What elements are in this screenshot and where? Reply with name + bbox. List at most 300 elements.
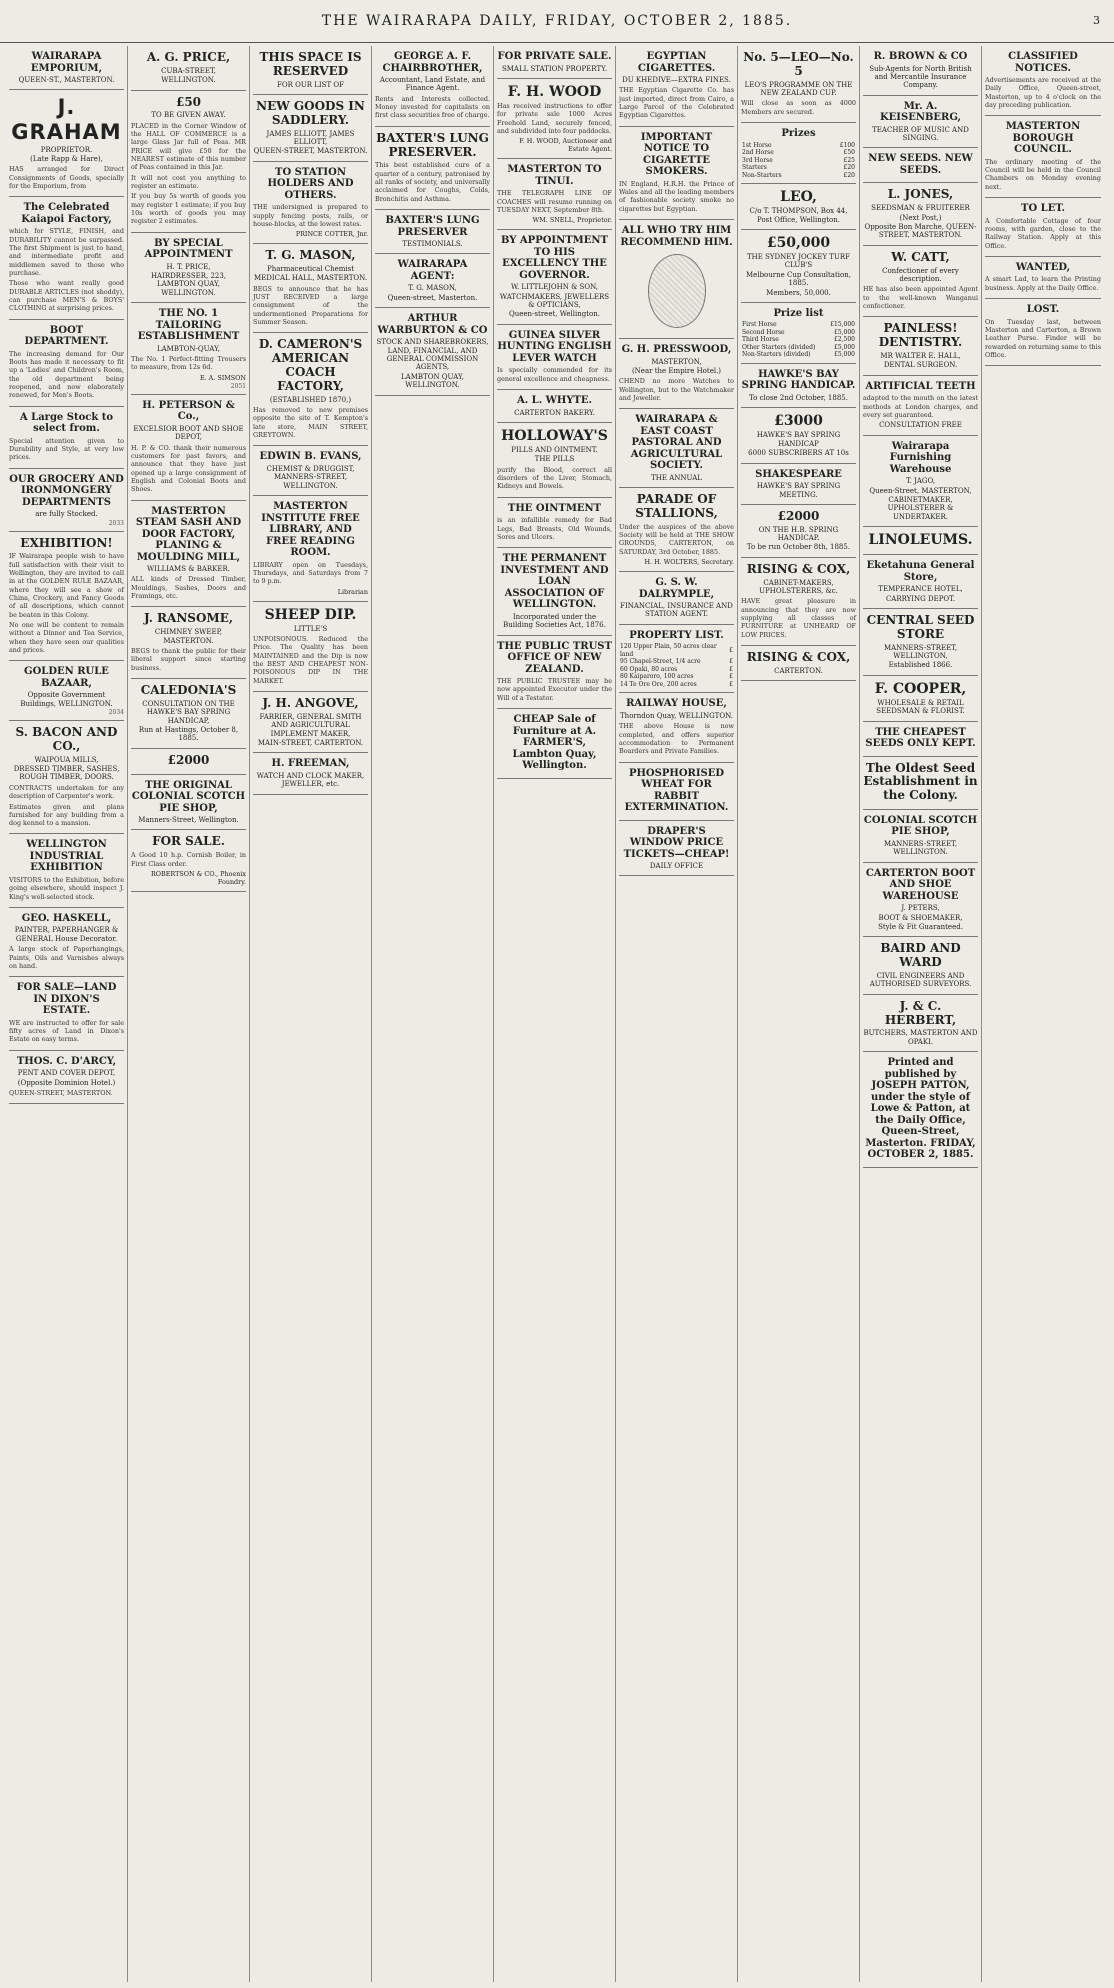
advertisement	[375, 254, 490, 308]
ad-headline: D. CAMERON'S AMERICAN COACH FACTORY,	[258, 337, 363, 393]
advertisement	[741, 364, 856, 408]
ad-body-text: A smart Lad, to learn the Printing business. Apply at the Daily Office.	[985, 275, 1101, 292]
column-1	[6, 46, 128, 1982]
ad-headline: SHEEP DIP.	[264, 606, 357, 623]
advertisement	[131, 679, 246, 749]
ad-signature: Librarian	[337, 587, 368, 596]
ad-headline: RAILWAY HOUSE,	[626, 698, 727, 710]
advertisement	[619, 693, 734, 762]
masthead-title: THE WAIRARAPA DAILY, FRIDAY, OCTOBER 2, 1885.	[321, 13, 793, 29]
ad-subheading: Run at Hastings, October 8, 1885.	[138, 725, 239, 743]
table-row	[741, 329, 856, 337]
column-8	[860, 46, 982, 1982]
ad-body-text: HE has also been appointed Agent to the well-known Wanganui confectioner.	[863, 285, 978, 311]
ad-headline: H. FREEMAN,	[271, 758, 350, 770]
ad-subheading: DAILY OFFICE	[649, 862, 704, 871]
advertisement	[131, 607, 246, 679]
ad-subheading: (ESTABLISHED 1870,)	[269, 395, 352, 404]
column-3	[250, 46, 372, 1982]
advertisement	[9, 320, 124, 407]
ad-subheading: STOCK AND SHAREBROKERS, LAND, FINANCIAL, AND GENERAL COMMISSION AGENTS,	[376, 338, 489, 372]
table-row	[741, 172, 856, 180]
ad-body-text: Estimates given and plans furnished for any building from a dog kennel to a mansion.	[9, 802, 124, 828]
ad-headline: £2000	[167, 752, 210, 767]
advertisement	[375, 46, 490, 127]
table-row	[741, 321, 856, 329]
ad-headline: OUR GROCERY AND IRONMONGERY DEPARTMENTS	[9, 473, 124, 508]
ad-subheading: WATCH AND CLOCK MAKER, JEWELLER, etc.	[256, 771, 365, 789]
advertisement	[619, 409, 734, 488]
ad-body-text: BEGS to announce that he has JUST RECEIVED a large consignment of the undermentioned Preparations for Summer Season.	[253, 284, 368, 327]
ad-body-text: A large stock of Paperhangings, Paints, Oils and Varnishes always on hand.	[9, 945, 124, 970]
ad-headline: J. GRAHAM	[11, 95, 122, 144]
ad-headline: J. H. ANGOVE,	[262, 695, 359, 710]
ad-headline: MASTERTON STEAM SASH AND DOOR FACTORY, PLANING & MOULDING MILL,	[135, 505, 242, 563]
price-table	[741, 142, 856, 180]
ad-headline: The Oldest Seed Establishment in the Colony.	[863, 760, 978, 803]
ad-headline: NEW SEEDS. NEW SEEDS.	[868, 153, 973, 176]
column-5	[494, 46, 616, 1982]
ad-headline: FOR SALE—LAND IN DIXON'S ESTATE.	[16, 982, 117, 1017]
advertisement	[131, 501, 246, 608]
table-cell: £20	[843, 164, 855, 172]
advertisement	[253, 244, 368, 333]
ad-subheading: TESTIMONIALS.	[402, 240, 463, 248]
ad-subheading: CIVIL ENGINEERS AND AUTHORISED SURVEYORS.	[869, 972, 972, 989]
ad-headline: RISING & COX,	[746, 650, 851, 665]
advertisement	[253, 333, 368, 446]
ad-headline: BAXTER'S LUNG PRESERVER	[385, 215, 480, 238]
ad-reference-number: 2033	[108, 519, 124, 527]
ad-headline: The Celebrated Kaiapoi Factory,	[21, 202, 112, 225]
ad-headline: S. BACON AND CO.,	[15, 725, 118, 753]
ad-subheading: (Next Post,)	[899, 213, 942, 222]
advertisement	[741, 303, 856, 364]
advertisement	[619, 46, 734, 127]
ad-subheading: QUEEN-STREET, MASTERTON.	[253, 147, 368, 156]
advertisement	[863, 436, 978, 527]
ad-headline: W. CATT,	[891, 249, 950, 264]
ad-body-text: is an infallible remedy for Bad Legs, Bad Breasts, Old Wounds, Sores and Ulcers.	[497, 516, 612, 541]
ad-body-text: The ordinary meeting of the Council will be held in the Council Chambers on Monday evening next.	[985, 157, 1101, 191]
ad-subheading: THE SYDNEY JOCKEY TURF CLUB'S	[746, 253, 850, 270]
ad-body-text: Those who want really good DURABLE ARTICLES (not shoddy), can purchase MEN'S & BOYS' CLOTHING at surprising prices.	[9, 279, 124, 313]
ad-subheading: QUEEN-ST., MASTERTON.	[18, 76, 115, 84]
ad-headline: T. G. MASON,	[265, 248, 356, 263]
advertisement	[9, 90, 124, 197]
ad-subheading: TEMPERANCE HOTEL,	[878, 585, 963, 594]
advertisement	[497, 390, 612, 423]
ad-body-text: THE Egyptian Cigarette Co. has just imported, direct from Cairo, a Large Parcel of the Celebrated Egyptian Cigarettes.	[619, 86, 734, 120]
advertisement	[741, 505, 856, 558]
ad-subheading: W. LITTLEJOHN & SON,	[511, 283, 598, 292]
ad-signature: H. H. WOLTERS, Secretary.	[644, 558, 734, 567]
ad-subheading: Queen-street, Masterton.	[387, 293, 478, 302]
ad-subheading: EXCELSIOR BOOT AND SHOE DEPOT,	[133, 424, 244, 442]
ad-subheading: CABINETMAKER, UPHOLSTERER & UNDERTAKER.	[887, 495, 954, 521]
ad-body-text: No one will be content to remain without a Dinner and Tea Service, when they have seen our qualities and prices.	[9, 620, 124, 654]
ad-headline: £2000	[777, 508, 820, 523]
ad-subheading: DENTAL SURGEON.	[883, 361, 958, 370]
advertisement	[619, 763, 734, 821]
advertisement	[863, 246, 978, 318]
ad-subheading: FINANCIAL, INSURANCE AND STATION AGENT.	[620, 602, 733, 619]
ad-subheading: MANNERS-STREET, WELLINGTON,	[883, 643, 958, 660]
ad-subheading: CUBA-STREET,	[161, 66, 216, 75]
advertisement	[619, 127, 734, 220]
ad-body-text: Rents and Interests collected. Money invested for capitalists on first class securities free of charge.	[375, 94, 490, 120]
table-row	[741, 164, 856, 172]
advertisement	[9, 721, 124, 834]
ad-subheading: FARRIER, GENERAL SMITH AND AGRICULTURAL IMPLEMENT MAKER,	[259, 712, 362, 738]
ad-headline: Prize list	[773, 307, 824, 319]
advertisement	[863, 1052, 978, 1168]
ad-headline: Mr. A. KEISENBERG,	[879, 100, 962, 124]
ad-headline: R. BROWN & CO	[873, 51, 968, 62]
advertisement	[985, 198, 1101, 257]
table-row	[741, 336, 856, 344]
ad-subheading: CONSULTATION ON THE HAWKE'S BAY SPRING HANDICAP,	[142, 699, 235, 725]
price-table	[741, 321, 856, 359]
advertisement	[253, 496, 368, 601]
advertisement	[741, 46, 856, 123]
ad-subheading: Accountant, Land Estate, and Finance Agent.	[379, 76, 486, 93]
advertisement	[497, 46, 612, 79]
advertisement	[985, 46, 1101, 116]
advertisement	[253, 46, 368, 95]
advertisement	[741, 123, 856, 184]
table-cell: 95 Chapel-Street, 1/4 acre	[620, 658, 701, 666]
table-cell: 2nd Horse	[742, 149, 774, 157]
table-cell: £100	[839, 141, 855, 149]
advertisement	[863, 46, 978, 96]
advertisement	[741, 558, 856, 646]
ad-subheading: MAIN-STREET, CARTERTON.	[257, 738, 364, 747]
ad-body-text: BEGS to thank the public for their liberal support since starting business.	[131, 647, 246, 672]
ad-headline: Wairarapa Furnishing Warehouse	[889, 440, 952, 475]
ad-body-text: A Comfortable Cottage of four rooms, with garden, close to the Railway Station. Apply at this Office.	[985, 216, 1101, 250]
ad-headline: ARTHUR WARBURTON & CO	[377, 313, 488, 336]
advertisement	[253, 162, 368, 244]
ad-subheading: CARTERTON BAKERY.	[514, 408, 595, 417]
ad-headline: A. G. PRICE,	[146, 50, 231, 64]
table-row	[741, 149, 856, 157]
ad-subheading: JAMES ELLIOTT, JAMES ELLIOTT,	[266, 129, 355, 146]
advertisement	[253, 446, 368, 496]
ad-subheading: WELLINGTON.	[161, 76, 216, 85]
advertisement	[9, 661, 124, 721]
ad-subheading: SMALL STATION PROPERTY.	[501, 64, 608, 73]
advertisement	[863, 183, 978, 245]
ad-body-text: Will close as soon as 4000 Members are secured.	[741, 99, 856, 116]
ad-subheading: THE PILLS	[534, 455, 575, 464]
table-row	[619, 643, 734, 658]
table-cell: Non-Starters (divided)	[742, 351, 811, 359]
ad-headline: MASTERTON BOROUGH COUNCIL.	[1005, 121, 1081, 156]
advertisement	[863, 722, 978, 757]
ad-body-text: QUEEN-STREET, MASTERTON.	[9, 1089, 113, 1097]
advertisement	[619, 488, 734, 572]
ad-body-text: UNPOISONOUS. Reduced the Price. The Quality has been MAINTAINED and the Dip is now the BEST AND CHEAPEST NON-POISONOUS DIP IN THE MARKET.	[253, 634, 368, 685]
ad-headline: ALL WHO TRY HIM RECOMMEND HIM.	[620, 225, 733, 248]
advertisement	[863, 810, 978, 863]
ad-headline: HAWKE'S BAY SPRING HANDICAP.	[741, 368, 856, 392]
ad-subheading: MASTERTON,	[651, 357, 702, 366]
ad-subheading: Opposite Government Buildings, WELLINGTON.	[20, 691, 113, 708]
ad-body-text: LIBRARY open on Tuesdays, Thursdays, and Saturdays from 7 to 9 p.m.	[253, 560, 368, 586]
advertisement	[9, 407, 124, 469]
advertisement	[741, 230, 856, 303]
ad-subheading: TO BE GIVEN AWAY.	[151, 111, 226, 120]
advertisement	[253, 753, 368, 794]
advertisement	[9, 46, 124, 90]
advertisement	[863, 937, 978, 994]
ad-signature: ROBERTSON & CO., Phoenix Foundry.	[151, 869, 246, 886]
ad-body-text: The increasing demand for Our Boots has made it necessary to fit up a 'Ladies' and Children's Room, the old department being reopened, and now elaborately renewed, for Men's Boots.	[9, 349, 124, 400]
advertisement	[741, 184, 856, 230]
ad-subheading: (Opposite Dominion Hotel.)	[17, 1078, 116, 1087]
advertisement	[497, 159, 612, 230]
ad-subheading: TEACHER OF MUSIC AND SINGING.	[872, 125, 969, 143]
advertisement	[375, 127, 490, 210]
ad-body-text: THE undersigned is prepared to supply fencing posts, rails, or house-blocks, at the lowest rates.	[253, 203, 368, 228]
table-cell: 3rd Horse	[742, 156, 773, 164]
column-6	[616, 46, 738, 1982]
advertisement	[985, 299, 1101, 366]
table-cell: 120 Upper Plain, 50 acres clear land	[620, 643, 717, 658]
table-cell: £	[729, 665, 733, 673]
ad-headline: LEO,	[780, 189, 817, 206]
advertisement	[497, 423, 612, 498]
column-2	[128, 46, 250, 1982]
ad-body-text: It will not cost you anything to register an estimate.	[131, 173, 246, 191]
ad-subheading: Queen-Street, MASTERTON,	[869, 486, 972, 495]
advertisement	[497, 636, 612, 709]
medal-illustration	[648, 254, 706, 328]
ad-signature: PRINCE COTTER, Jnr.	[295, 230, 368, 239]
ad-subheading: CHEMIST & DRUGGIST, MANNERS-STREET, WELLINGTON.	[266, 464, 355, 490]
advertisement	[131, 830, 246, 891]
ad-subheading: CHIMNEY SWEEP, MASTERTON.	[154, 628, 223, 645]
ad-headline: BY APPOINTMENT TO HIS EXCELLENCY THE GOVERNOR.	[501, 235, 608, 281]
ad-headline: DRAPER'S WINDOW PRICE TICKETS—CHEAP!	[623, 825, 730, 860]
ad-body-text: This best established cure of a quarter of a century, patronised by all ranks of society, and universally acclaimed for Coughs, Colds, Bronchitis and Asthma.	[375, 161, 490, 203]
advertisement	[375, 308, 490, 395]
advertisement	[9, 197, 124, 319]
ad-headline: J. & C. HERBERT,	[884, 998, 957, 1027]
ad-headline: PROPERTY LIST.	[629, 629, 724, 641]
ad-headline: WANTED,	[1015, 261, 1071, 273]
ad-subheading: To be run October 8th, 1885.	[746, 543, 851, 552]
table-row	[619, 658, 734, 666]
table-cell: £25	[843, 156, 855, 164]
advertisement	[9, 532, 124, 662]
advertisement	[9, 834, 124, 907]
advertisement	[9, 908, 124, 977]
ad-subheading: Manners-Street, Wellington.	[138, 816, 239, 825]
price-table	[619, 643, 734, 688]
column-4	[372, 46, 494, 1982]
ad-headline: BY SPECIAL APPOINTMENT	[144, 237, 233, 261]
ad-body-text: which for STYLE, FINISH, and DURABILITY cannot be surpassed. The first Shipment is just to hand, and intermediate profit and middlemen saved to those who purchase.	[9, 227, 124, 278]
advertisement	[619, 625, 734, 694]
ad-headline: £50	[175, 94, 202, 109]
ad-headline: THE CHEAPEST SEEDS ONLY KEPT.	[865, 726, 976, 750]
ad-subheading: CARRYING DEPOT.	[885, 594, 956, 603]
ad-headline: BOOT DEPARTMENT.	[24, 324, 109, 348]
advertisement	[985, 257, 1101, 299]
ad-subheading: HAWKE'S BAY SPRING MEETING.	[756, 482, 841, 499]
column-7	[738, 46, 860, 1982]
ad-headline: EGYPTIAN CIGARETTES.	[637, 51, 716, 74]
ad-subheading: Incorporated under the Building Societies Act, 1876.	[503, 612, 606, 630]
advertisement	[741, 646, 856, 681]
ad-subheading: Sub-Agents for North British and Mercantile Insurance Company.	[869, 64, 972, 90]
ad-subheading: H. T. PRICE,	[166, 262, 211, 271]
advertisement	[863, 995, 978, 1052]
ad-headline: LINOLEUMS.	[868, 532, 973, 549]
table-row	[619, 681, 734, 689]
ad-subheading: (Late Rapp & Hare),	[30, 155, 103, 164]
ad-subheading: LAMBTON-QUAY,	[156, 344, 221, 353]
ad-headline: SHAKESPEARE	[755, 468, 842, 480]
ad-subheading: are fully Stocked.	[35, 510, 98, 519]
ad-headline: GEORGE A. F. CHAIRBROTHER,	[382, 51, 483, 74]
ad-reference-number: 2034	[108, 709, 124, 717]
advertisement	[619, 572, 734, 625]
ad-headline: £3000	[774, 413, 823, 430]
ad-body-text: On Tuesday last, between Masterton and Carterton, a Brown Leather Purse. Finder will be rewarded on returning same to this Office.	[985, 317, 1101, 359]
ad-body-text: adapted to the mouth on the latest methods at London charges, and every set guaranteed.	[863, 394, 978, 419]
table-cell: £5,000	[834, 351, 855, 359]
ad-headline: CHEAP Sale of Furniture at A. FARMER'S, Lambton Quay, Wellington.	[512, 714, 597, 771]
page-number: 3	[1093, 14, 1100, 27]
ad-subheading: Melbourne Cup Consultation, 1885.	[746, 270, 851, 288]
ad-body-text: Special attention given to Durability and Style, at very low prices.	[9, 436, 124, 462]
advertisement	[131, 749, 246, 775]
advertisement	[375, 210, 490, 254]
ad-headline: Printed and published by JOSEPH PATTON, under the style of Lowe & Patton, at the Daily Office, Queen-Street, Masterton. FRIDAY, OCTOBER 2, 1885.	[865, 1057, 976, 1161]
ad-headline: H. PETERSON & Co.,	[142, 399, 235, 423]
advertisement	[253, 692, 368, 753]
ad-headline: PARADE OF STALLIONS,	[635, 492, 718, 520]
advertisement	[863, 609, 978, 676]
table-cell: £20	[843, 171, 855, 179]
ad-subheading: 6000 SUBSCRIBERS AT 10s	[748, 449, 849, 458]
ad-subheading: MANNERS-STREET, WELLINGTON.	[883, 839, 958, 857]
ad-headline: WAIRARAPA EMPORIUM,	[30, 51, 103, 74]
ad-headline: TO LET.	[1021, 203, 1065, 215]
ad-headline: COLONIAL SCOTCH PIE SHOP,	[863, 814, 978, 838]
table-cell: £5,000	[834, 343, 855, 351]
ad-headline: CLASSIFIED NOTICES.	[1008, 51, 1078, 74]
ad-body-text: ALL kinds of Dressed Timber, Mouldings, Sashes, Doors and Framings, etc.	[131, 575, 246, 601]
ad-headline: CALEDONIA'S	[140, 683, 237, 697]
ad-headline: L. JONES,	[887, 187, 954, 202]
ad-reference-number: 2051	[230, 382, 246, 390]
ad-subheading: WHOLESALE & RETAIL SEEDSMAN & FLORIST.	[876, 698, 965, 716]
ad-body-text: If you buy 5s worth of goods you may register 1 estimate; if you buy 10s worth of goods you may register 2 estimates.	[131, 192, 246, 226]
ad-body-text: CONTRACTS undertaken for any description of Carpenter's work.	[9, 783, 124, 801]
table-cell: £5,000	[834, 328, 855, 336]
ad-body-text: Under the auspices of the above Society will be held at THE SHOW GROUNDS, CARTERTON, on SATURDAY, 3rd October, 1885.	[619, 522, 734, 556]
ad-headline: TO STATION HOLDERS AND OTHERS.	[267, 166, 354, 201]
column-9	[982, 46, 1104, 1982]
ad-headline: No. 5—LEO—No. 5	[743, 50, 854, 78]
ad-subheading: HAWKE'S BAY SPRING HANDICAP	[756, 431, 841, 448]
ad-body-text: WE are instructed to offer for sale fifty acres of Land in Dixon's Estate on easy terms.	[9, 1018, 124, 1044]
ad-headline: GUINEA SILVER HUNTING ENGLISH LEVER WATCH	[497, 329, 612, 364]
advertisement	[131, 395, 246, 501]
advertisement	[131, 233, 246, 304]
table-cell: £	[729, 673, 733, 681]
ad-subheading: (Near the Empire Hotel.)	[631, 366, 722, 375]
ad-body-text: Is specially commended for its general excellence and cheapness.	[497, 366, 612, 383]
advertisement	[497, 79, 612, 159]
ad-body-text: THE TELEGRAPH LINE OF COACHES will resume running on TUESDAY NEXT, September 8th.	[497, 189, 612, 214]
ad-subheading: CABINET-MAKERS, UPHOLSTERERS, &c.	[759, 578, 838, 596]
ad-headline: Eketahuna General Store,	[866, 560, 975, 583]
ad-headline: FOR PRIVATE SALE.	[497, 51, 612, 62]
table-cell: Second Horse	[742, 328, 785, 336]
advertisement	[619, 220, 734, 339]
table-cell: £	[729, 658, 733, 666]
ad-headline: RISING & COX,	[746, 561, 851, 576]
ad-headline: EDWIN B. EVANS,	[259, 451, 362, 463]
ad-signature: WM. SNELL, Proprietor.	[532, 216, 612, 225]
ad-headline: IMPORTANT NOTICE TO CIGARETTE SMOKERS.	[640, 131, 713, 178]
ad-headline: ARTIFICIAL TEETH	[865, 380, 976, 392]
advertisement	[619, 339, 734, 409]
ad-headline: F. H. WOOD	[507, 83, 602, 100]
ad-headline: THOS. C. D'ARCY,	[16, 1055, 117, 1067]
ad-subheading: PENT AND COVER DEPOT,	[17, 1069, 116, 1078]
ad-subheading: MEDICAL HALL, MASTERTON.	[253, 274, 368, 283]
table-row	[741, 142, 856, 150]
ad-body-text: THE PUBLIC TRUSTEE may be now appointed Executor under the Will of a Testator.	[497, 677, 612, 702]
advertisement	[863, 676, 978, 722]
advertisement	[253, 95, 368, 162]
ad-subheading: WATCHMAKERS, JEWELLERS & OPTICIANS,	[499, 292, 610, 310]
ad-subheading: BUTCHERS, MASTERTON AND OPAKI.	[863, 1029, 978, 1046]
ad-headline: THE ORIGINAL COLONIAL SCOTCH PIE SHOP,	[131, 779, 246, 814]
ad-subheading: ON THE H.B. SPRING HANDICAP.	[758, 525, 839, 543]
ad-subheading: CARTERTON.	[774, 666, 823, 675]
ad-headline: J. RANSOME,	[143, 611, 234, 626]
ad-body-text: The No. 1 Perfect-fitting Trousers to measure, from 12s 6d.	[131, 355, 246, 372]
table-cell: Third Horse	[742, 336, 779, 344]
advertisement	[497, 709, 612, 779]
ad-subheading: HAIRDRESSER, 223, LAMBTON QUAY, WELLINGTON.	[150, 272, 227, 297]
ad-subheading: PROPRIETOR.	[40, 145, 93, 154]
advertisement	[741, 464, 856, 505]
ad-body-text: Has received instructions to offer for private sale 1000 Acres Freehold Land, securely fenced, and subdivided into four paddocks.	[497, 101, 612, 135]
table-row	[619, 673, 734, 681]
ad-body-text: IF Wairarapa people wish to have full satisfaction with their visit to Wellington, they are invited to call in at the GOLDEN RULE BAZAAR, where they will see a show of China, Crockery, and Fancy Goods of all descriptions, which cannot be beaten in this Colony.	[9, 552, 124, 619]
table-cell: £	[729, 647, 733, 655]
ad-headline: CARTERTON BOOT AND SHOE WAREHOUSE	[865, 867, 976, 902]
ad-signature: F. H. WOOD, Auctioneer and Estate Agent.	[519, 137, 612, 154]
ad-subheading: To close 2nd October, 1885.	[749, 393, 848, 402]
advertisement	[863, 317, 978, 375]
ad-subheading: Members, 50,000.	[766, 288, 831, 297]
advertisement	[985, 116, 1101, 198]
table-cell: 80 Kaiparoro, 100 acres	[620, 673, 694, 681]
table-cell: 60 Opaki, 80 acres	[620, 665, 678, 673]
ad-body-text: HAS arranged for Direct Consignments of Goods, specially for the Emporium, from	[9, 165, 124, 191]
ad-subheading: WILLIAMS & BARKER.	[146, 565, 231, 574]
ad-headline: PAINLESS! DENTISTRY.	[878, 321, 963, 350]
